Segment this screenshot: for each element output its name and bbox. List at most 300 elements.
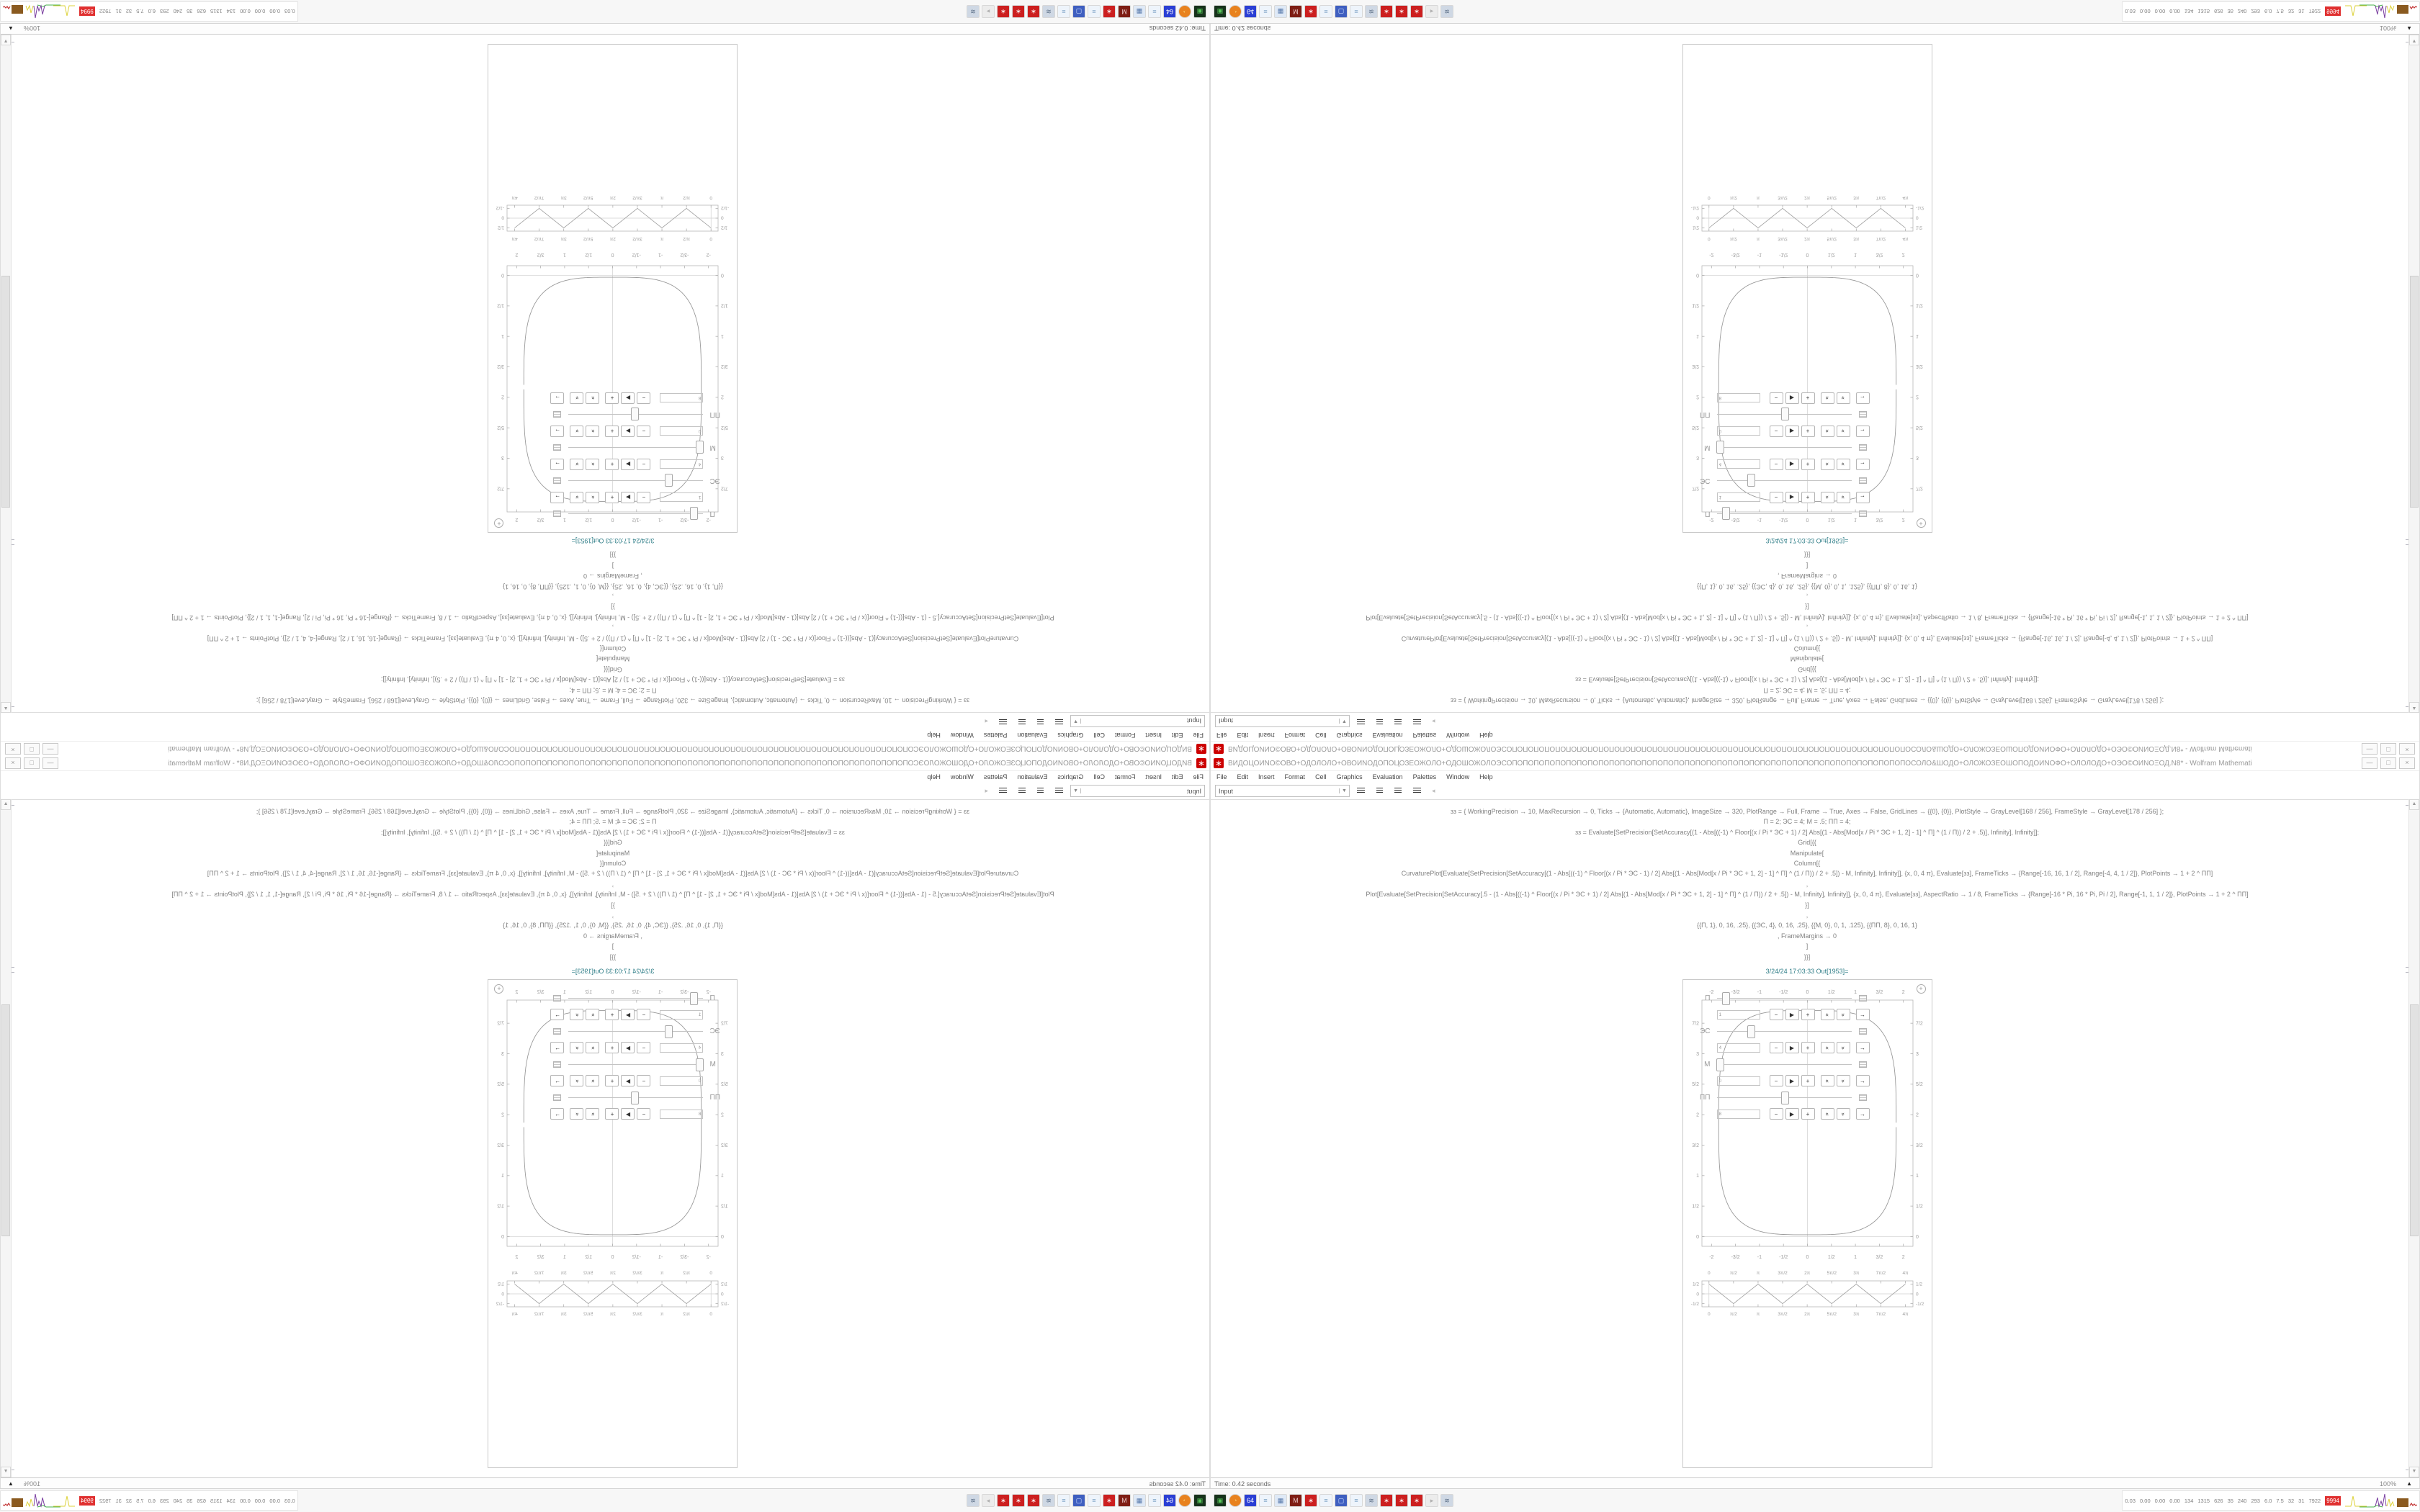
slider-track[interactable]: [1717, 409, 1852, 420]
play-button[interactable]: ▶: [622, 1108, 635, 1120]
play-button[interactable]: ▶: [622, 1042, 635, 1053]
decrement-button[interactable]: −: [637, 392, 651, 404]
mathematica-spikey-icon[interactable]: ∗: [1103, 5, 1116, 18]
collapse-toggle-icon[interactable]: [1859, 510, 1867, 517]
justify-full-button[interactable]: [995, 784, 1011, 798]
chevron-left-icon[interactable]: ◂: [1432, 718, 1435, 725]
justify-right-button[interactable]: [1390, 714, 1406, 728]
menu-item-help[interactable]: Help: [927, 773, 941, 780]
slider-thumb[interactable]: [690, 992, 698, 1005]
calculator-icon[interactable]: ▦: [1274, 5, 1287, 18]
slider-thumb[interactable]: [1747, 1025, 1755, 1038]
collapse-toggle-icon[interactable]: [1859, 1028, 1867, 1035]
decrement-button[interactable]: −: [1770, 1075, 1783, 1086]
decrement-button[interactable]: −: [637, 1009, 651, 1020]
display-icon[interactable]: ▢: [1072, 1494, 1085, 1507]
notepad-icon[interactable]: ≡: [1319, 5, 1332, 18]
slider-track[interactable]: [1717, 1025, 1852, 1037]
menu-item-palettes[interactable]: Palettes: [983, 732, 1008, 739]
mathematica-spikey-icon[interactable]: ∗: [1103, 1494, 1116, 1507]
step-forward-button[interactable]: →: [1856, 1009, 1870, 1020]
increment-button[interactable]: +: [1801, 1042, 1815, 1053]
magnification-value[interactable]: 100%: [2380, 1480, 2397, 1488]
firefox-icon[interactable]: ◔: [1229, 5, 1242, 18]
slower-button[interactable]: »: [1837, 1075, 1850, 1086]
manipulate-menu-icon[interactable]: +: [1917, 984, 1926, 994]
slider-thumb[interactable]: [696, 441, 704, 454]
menu-item-insert[interactable]: Insert: [1145, 732, 1162, 739]
faster-button[interactable]: «: [1821, 392, 1834, 404]
terminal-icon[interactable]: ▣: [1193, 5, 1206, 18]
mathematica-spikey-icon[interactable]: ∗: [1304, 5, 1317, 18]
mathematica-spikey-icon[interactable]: ∗: [1027, 1494, 1040, 1507]
chevron-down-icon[interactable]: ▼: [1071, 788, 1081, 793]
notepad-icon[interactable]: ≡: [1259, 1494, 1272, 1507]
justify-center-button[interactable]: [1371, 714, 1387, 728]
value-field[interactable]: 1: [1717, 492, 1760, 502]
menu-item-insert[interactable]: Insert: [1258, 732, 1275, 739]
magnification-value[interactable]: 100%: [23, 1480, 40, 1488]
collapse-toggle-icon[interactable]: [554, 1028, 562, 1035]
step-forward-button[interactable]: →: [551, 392, 565, 404]
value-field[interactable]: 8: [660, 393, 704, 402]
slider-thumb[interactable]: [1716, 1058, 1724, 1071]
value-field[interactable]: 1: [660, 492, 704, 502]
play-button[interactable]: ▶: [1785, 459, 1799, 470]
value-field[interactable]: 0: [660, 426, 704, 436]
value-field[interactable]: 0: [1717, 426, 1760, 436]
cursor-icon[interactable]: ▸: [982, 5, 995, 18]
mathematica-spikey-icon[interactable]: ∗: [1395, 1494, 1408, 1507]
script-icon[interactable]: ≋: [1365, 1494, 1378, 1507]
menu-item-cell[interactable]: Cell: [1315, 773, 1327, 780]
slider-thumb[interactable]: [1722, 507, 1730, 520]
decrement-button[interactable]: −: [1770, 492, 1783, 503]
mathematica-spikey-icon[interactable]: ∗: [1395, 5, 1408, 18]
red-book-icon[interactable]: M: [1289, 5, 1302, 18]
scroll-up-icon[interactable]: ▲: [2409, 702, 2419, 713]
collapse-toggle-icon[interactable]: [1859, 1094, 1867, 1101]
slider-track[interactable]: [569, 442, 704, 454]
cursor-icon[interactable]: ▸: [1425, 1494, 1438, 1507]
faster-button[interactable]: «: [586, 1042, 600, 1053]
notepad-icon[interactable]: ≡: [1148, 1494, 1161, 1507]
chevron-left-icon[interactable]: ◂: [985, 718, 988, 725]
faster-button[interactable]: «: [1821, 1009, 1834, 1020]
play-button[interactable]: ▶: [1785, 392, 1799, 404]
script-icon[interactable]: ≋: [1440, 1494, 1453, 1507]
scroll-down-icon[interactable]: ▼: [1, 1467, 11, 1477]
cursor-icon[interactable]: ▸: [1425, 5, 1438, 18]
slider-track[interactable]: [1717, 992, 1852, 1004]
vertical-scrollbar[interactable]: [1, 799, 12, 1477]
menu-item-palettes[interactable]: Palettes: [1412, 732, 1437, 739]
decrement-button[interactable]: −: [1770, 392, 1783, 404]
play-button[interactable]: ▶: [1785, 1075, 1799, 1086]
faster-button[interactable]: «: [1821, 1042, 1834, 1053]
decrement-button[interactable]: −: [637, 1075, 651, 1086]
faster-button[interactable]: «: [586, 1009, 600, 1020]
decrement-button[interactable]: −: [1770, 1108, 1783, 1120]
faster-button[interactable]: «: [586, 459, 600, 470]
input-cell[interactable]: [1211, 550, 2403, 713]
scroll-up-icon[interactable]: ▲: [1, 702, 11, 713]
scroll-up-icon[interactable]: ▲: [2409, 799, 2419, 810]
minimize-button[interactable]: —: [42, 743, 58, 755]
collapse-toggle-icon[interactable]: [554, 411, 562, 418]
step-forward-button[interactable]: →: [551, 1009, 565, 1020]
value-field[interactable]: 4: [660, 459, 704, 469]
mathematica-spikey-icon[interactable]: ∗: [997, 1494, 1010, 1507]
slider-track[interactable]: [569, 475, 704, 487]
notepad-icon[interactable]: ≡: [1350, 1494, 1363, 1507]
script-icon[interactable]: ≋: [1440, 5, 1453, 18]
input-cell[interactable]: [17, 799, 1209, 962]
slower-button[interactable]: »: [570, 1075, 584, 1086]
mathematica-spikey-icon[interactable]: ∗: [1410, 5, 1423, 18]
step-forward-button[interactable]: →: [551, 459, 565, 470]
slower-button[interactable]: »: [570, 1042, 584, 1053]
faster-button[interactable]: «: [1821, 1075, 1834, 1086]
increment-button[interactable]: +: [1801, 392, 1815, 404]
increment-button[interactable]: +: [606, 392, 619, 404]
collapse-toggle-icon[interactable]: [1859, 444, 1867, 451]
cursor-icon[interactable]: ▸: [982, 1494, 995, 1507]
menu-item-format[interactable]: Format: [1114, 773, 1136, 780]
collapse-toggle-icon[interactable]: [1859, 995, 1867, 1002]
chevron-down-icon[interactable]: ▼: [1339, 788, 1349, 793]
menu-item-graphics[interactable]: Graphics: [1336, 732, 1363, 739]
slider-thumb[interactable]: [1722, 992, 1730, 1005]
faster-button[interactable]: «: [1821, 492, 1834, 503]
terminal-icon[interactable]: ▣: [1214, 1494, 1227, 1507]
menu-item-cell[interactable]: Cell: [1315, 732, 1327, 739]
increment-button[interactable]: +: [606, 1042, 619, 1053]
play-button[interactable]: ▶: [1785, 1042, 1799, 1053]
justify-right-button[interactable]: [1014, 714, 1030, 728]
restore-button[interactable]: □: [2380, 757, 2396, 769]
play-button[interactable]: ▶: [622, 1075, 635, 1086]
scrollbar-thumb[interactable]: [2410, 1004, 2419, 1236]
script-icon[interactable]: ≋: [1042, 1494, 1055, 1507]
resize-triangle-icon[interactable]: ▲: [8, 25, 14, 32]
script-icon[interactable]: ≋: [1042, 5, 1055, 18]
script-icon[interactable]: ≋: [967, 1494, 980, 1507]
collapse-toggle-icon[interactable]: [554, 510, 562, 517]
slider-track[interactable]: [1717, 1058, 1852, 1070]
minimize-button[interactable]: —: [2362, 757, 2378, 769]
red-book-icon[interactable]: M: [1118, 5, 1131, 18]
collapse-toggle-icon[interactable]: [554, 444, 562, 451]
slider-track[interactable]: [1717, 442, 1852, 454]
faster-button[interactable]: «: [586, 1108, 600, 1120]
floppy-64-icon[interactable]: 64: [1244, 5, 1257, 18]
menu-item-window[interactable]: Window: [950, 732, 974, 739]
slower-button[interactable]: »: [1837, 1108, 1850, 1120]
slower-button[interactable]: »: [1837, 426, 1850, 437]
menu-item-insert[interactable]: Insert: [1258, 773, 1275, 780]
justify-right-button[interactable]: [1014, 784, 1030, 798]
firefox-icon[interactable]: ◔: [1229, 1494, 1242, 1507]
manipulate-menu-icon[interactable]: +: [1917, 518, 1926, 528]
play-button[interactable]: ▶: [622, 426, 635, 437]
value-field[interactable]: 8: [1717, 393, 1760, 402]
notepad-icon[interactable]: ≡: [1088, 1494, 1101, 1507]
notepad-icon[interactable]: ≡: [1148, 5, 1161, 18]
menu-item-graphics[interactable]: Graphics: [1336, 773, 1363, 780]
increment-button[interactable]: +: [1801, 426, 1815, 437]
play-button[interactable]: ▶: [622, 459, 635, 470]
step-forward-button[interactable]: →: [1856, 1075, 1870, 1086]
increment-button[interactable]: +: [606, 492, 619, 503]
menu-item-help[interactable]: Help: [1479, 732, 1493, 739]
increment-button[interactable]: +: [1801, 492, 1815, 503]
increment-button[interactable]: +: [606, 1108, 619, 1120]
step-forward-button[interactable]: →: [551, 426, 565, 437]
slider-thumb[interactable]: [631, 408, 639, 420]
slider-track[interactable]: [569, 992, 704, 1004]
justify-left-button[interactable]: [1353, 714, 1368, 728]
menu-item-format[interactable]: Format: [1114, 732, 1136, 739]
value-field[interactable]: 1: [1717, 1010, 1760, 1020]
increment-button[interactable]: +: [1801, 459, 1815, 470]
minimize-button[interactable]: —: [42, 757, 58, 769]
slower-button[interactable]: »: [570, 1108, 584, 1120]
decrement-button[interactable]: −: [1770, 1009, 1783, 1020]
slider-thumb[interactable]: [665, 1025, 673, 1038]
collapse-toggle-icon[interactable]: [554, 995, 562, 1002]
menu-item-palettes[interactable]: Palettes: [983, 773, 1008, 780]
title-bar[interactable]: [1, 741, 1209, 756]
input-cell[interactable]: [17, 550, 1209, 713]
play-button[interactable]: ▶: [1785, 426, 1799, 437]
vertical-scrollbar[interactable]: [1, 35, 12, 713]
scrollbar-thumb[interactable]: [1, 276, 10, 508]
play-button[interactable]: ▶: [622, 492, 635, 503]
slower-button[interactable]: »: [1837, 459, 1850, 470]
floppy-64-icon[interactable]: 64: [1163, 5, 1176, 18]
value-field[interactable]: 1: [660, 1010, 704, 1020]
slower-button[interactable]: »: [570, 459, 584, 470]
slider-thumb[interactable]: [631, 1092, 639, 1104]
menu-item-evaluation[interactable]: Evaluation: [1372, 732, 1403, 739]
slider-thumb[interactable]: [665, 474, 673, 487]
menu-item-cell[interactable]: Cell: [1093, 732, 1105, 739]
display-icon[interactable]: ▢: [1335, 1494, 1348, 1507]
faster-button[interactable]: «: [586, 1075, 600, 1086]
menu-item-format[interactable]: Format: [1284, 732, 1306, 739]
mathematica-spikey-icon[interactable]: ∗: [1304, 1494, 1317, 1507]
menu-item-help[interactable]: Help: [1479, 773, 1493, 780]
step-forward-button[interactable]: →: [551, 1042, 565, 1053]
menu-item-graphics[interactable]: Graphics: [1057, 732, 1084, 739]
chevron-left-icon[interactable]: ◂: [1432, 787, 1435, 794]
floppy-64-icon[interactable]: 64: [1163, 1494, 1176, 1507]
increment-button[interactable]: +: [1801, 1009, 1815, 1020]
menu-item-help[interactable]: Help: [927, 732, 941, 739]
slider-thumb[interactable]: [1781, 1092, 1789, 1104]
decrement-button[interactable]: −: [1770, 426, 1783, 437]
decrement-button[interactable]: −: [637, 1108, 651, 1120]
calculator-icon[interactable]: ▦: [1274, 1494, 1287, 1507]
faster-button[interactable]: «: [1821, 426, 1834, 437]
notepad-icon[interactable]: ≡: [1057, 1494, 1070, 1507]
scrollbar-thumb[interactable]: [2410, 276, 2419, 508]
faster-button[interactable]: «: [586, 426, 600, 437]
chevron-down-icon[interactable]: ▼: [1339, 719, 1349, 724]
decrement-button[interactable]: −: [1770, 459, 1783, 470]
slider-thumb[interactable]: [1781, 408, 1789, 420]
slider-track[interactable]: [1717, 508, 1852, 520]
menu-item-format[interactable]: Format: [1284, 773, 1306, 780]
slider-track[interactable]: [569, 409, 704, 420]
notepad-icon[interactable]: ≡: [1350, 5, 1363, 18]
menu-item-window[interactable]: Window: [950, 773, 974, 780]
menu-item-window[interactable]: Window: [1446, 773, 1470, 780]
justify-right-button[interactable]: [1390, 784, 1406, 798]
slider-track[interactable]: [1717, 1092, 1852, 1103]
value-field[interactable]: 8: [1717, 1110, 1760, 1119]
play-button[interactable]: ▶: [1785, 492, 1799, 503]
vertical-scrollbar[interactable]: [2408, 35, 2419, 713]
scrollbar-thumb[interactable]: [1, 1004, 10, 1236]
collapse-toggle-icon[interactable]: [554, 477, 562, 484]
red-book-icon[interactable]: M: [1118, 1494, 1131, 1507]
menu-item-file[interactable]: File: [1216, 732, 1227, 739]
justify-center-button[interactable]: [1033, 714, 1049, 728]
close-button[interactable]: ×: [5, 743, 21, 755]
slower-button[interactable]: »: [570, 426, 584, 437]
scroll-down-icon[interactable]: ▼: [1, 35, 11, 45]
scroll-down-icon[interactable]: ▼: [2409, 35, 2419, 45]
resize-triangle-icon[interactable]: ▲: [8, 1480, 14, 1487]
step-forward-button[interactable]: →: [1856, 1108, 1870, 1120]
red-book-icon[interactable]: M: [1289, 1494, 1302, 1507]
close-button[interactable]: ×: [2399, 757, 2415, 769]
slower-button[interactable]: »: [570, 1009, 584, 1020]
justify-center-button[interactable]: [1371, 784, 1387, 798]
step-forward-button[interactable]: →: [1856, 459, 1870, 470]
scroll-up-icon[interactable]: ▲: [1, 799, 11, 810]
decrement-button[interactable]: −: [637, 459, 651, 470]
value-field[interactable]: 4: [660, 1043, 704, 1053]
menu-item-edit[interactable]: Edit: [1171, 732, 1183, 739]
faster-button[interactable]: «: [586, 492, 600, 503]
mathematica-spikey-icon[interactable]: ∗: [1012, 1494, 1025, 1507]
terminal-icon[interactable]: ▣: [1214, 5, 1227, 18]
menu-item-graphics[interactable]: Graphics: [1057, 773, 1084, 780]
terminal-icon[interactable]: ▣: [1193, 1494, 1206, 1507]
justify-full-button[interactable]: [1409, 714, 1425, 728]
decrement-button[interactable]: −: [637, 1042, 651, 1053]
restore-button[interactable]: □: [24, 743, 40, 755]
justify-center-button[interactable]: [1033, 784, 1049, 798]
play-button[interactable]: ▶: [622, 1009, 635, 1020]
scroll-down-icon[interactable]: ▼: [2409, 1467, 2419, 1477]
display-icon[interactable]: ▢: [1072, 5, 1085, 18]
menu-item-insert[interactable]: Insert: [1145, 773, 1162, 780]
title-bar[interactable]: [1211, 741, 2419, 756]
increment-button[interactable]: +: [606, 1075, 619, 1086]
menu-item-file[interactable]: File: [1193, 732, 1204, 739]
notepad-icon[interactable]: ≡: [1057, 5, 1070, 18]
slower-button[interactable]: »: [570, 392, 584, 404]
vertical-scrollbar[interactable]: [2408, 799, 2419, 1477]
value-field[interactable]: 8: [660, 1110, 704, 1119]
slower-button[interactable]: »: [570, 492, 584, 503]
title-bar[interactable]: [1, 756, 1209, 771]
increment-button[interactable]: +: [1801, 1108, 1815, 1120]
notepad-icon[interactable]: ≡: [1259, 5, 1272, 18]
slider-track[interactable]: [1717, 475, 1852, 487]
justify-left-button[interactable]: [1353, 784, 1368, 798]
value-field[interactable]: 0: [660, 1076, 704, 1086]
restore-button[interactable]: □: [2380, 743, 2396, 755]
decrement-button[interactable]: −: [1770, 1042, 1783, 1053]
increment-button[interactable]: +: [606, 426, 619, 437]
cell-style-dropdown[interactable]: [1070, 785, 1205, 797]
value-field[interactable]: 0: [1717, 1076, 1760, 1086]
slower-button[interactable]: »: [1837, 1009, 1850, 1020]
slider-track[interactable]: [569, 1092, 704, 1103]
faster-button[interactable]: «: [586, 392, 600, 404]
notepad-icon[interactable]: ≡: [1319, 1494, 1332, 1507]
collapse-toggle-icon[interactable]: [1859, 411, 1867, 418]
close-button[interactable]: ×: [2399, 743, 2415, 755]
menu-item-evaluation[interactable]: Evaluation: [1017, 732, 1048, 739]
slider-track[interactable]: [569, 1058, 704, 1070]
slider-thumb[interactable]: [1747, 474, 1755, 487]
chevron-left-icon[interactable]: ◂: [985, 787, 988, 794]
step-forward-button[interactable]: →: [1856, 426, 1870, 437]
display-icon[interactable]: ▢: [1335, 5, 1348, 18]
slider-thumb[interactable]: [690, 507, 698, 520]
firefox-icon[interactable]: ◔: [1178, 1494, 1191, 1507]
play-button[interactable]: ▶: [1785, 1009, 1799, 1020]
justify-full-button[interactable]: [995, 714, 1011, 728]
collapse-toggle-icon[interactable]: [1859, 1061, 1867, 1068]
floppy-64-icon[interactable]: 64: [1244, 1494, 1257, 1507]
justify-full-button[interactable]: [1409, 784, 1425, 798]
close-button[interactable]: ×: [5, 757, 21, 769]
calculator-icon[interactable]: ▦: [1133, 1494, 1146, 1507]
faster-button[interactable]: «: [1821, 1108, 1834, 1120]
value-field[interactable]: 4: [1717, 1043, 1760, 1053]
input-cell[interactable]: [1211, 799, 2403, 962]
manipulate-menu-icon[interactable]: +: [495, 984, 504, 994]
justify-left-button[interactable]: [1052, 784, 1067, 798]
slower-button[interactable]: »: [1837, 392, 1850, 404]
menu-item-file[interactable]: File: [1193, 773, 1204, 780]
play-button[interactable]: ▶: [622, 392, 635, 404]
calculator-icon[interactable]: ▦: [1133, 5, 1146, 18]
menu-item-file[interactable]: File: [1216, 773, 1227, 780]
mathematica-spikey-icon[interactable]: ∗: [1012, 5, 1025, 18]
mathematica-spikey-icon[interactable]: ∗: [1027, 5, 1040, 18]
increment-button[interactable]: +: [606, 1009, 619, 1020]
chevron-down-icon[interactable]: ▼: [1071, 719, 1081, 724]
script-icon[interactable]: ≋: [1365, 5, 1378, 18]
step-forward-button[interactable]: →: [1856, 392, 1870, 404]
menu-item-evaluation[interactable]: Evaluation: [1017, 773, 1048, 780]
increment-button[interactable]: +: [1801, 1075, 1815, 1086]
restore-button[interactable]: □: [24, 757, 40, 769]
menu-item-edit[interactable]: Edit: [1171, 773, 1183, 780]
mathematica-spikey-icon[interactable]: ∗: [1410, 1494, 1423, 1507]
cell-style-dropdown[interactable]: [1070, 715, 1205, 727]
cell-style-dropdown[interactable]: [1215, 785, 1350, 797]
resize-triangle-icon[interactable]: ▲: [2406, 25, 2412, 32]
